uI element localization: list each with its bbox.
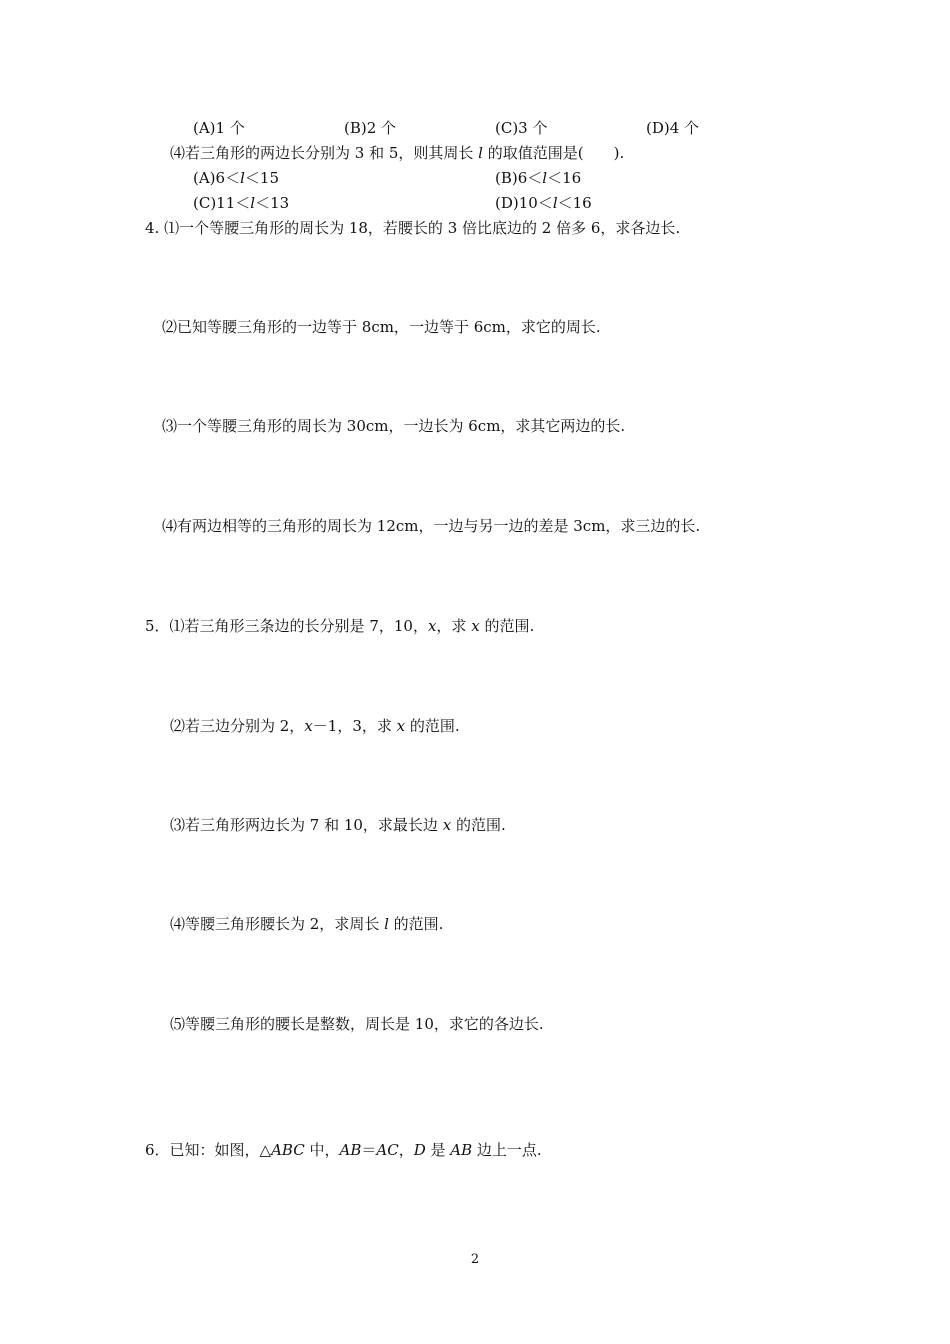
question-text: ，求 xyxy=(436,617,472,635)
question-text: ， xyxy=(398,1141,414,1159)
q5-sub3 xyxy=(170,815,506,835)
q3-sub4-option-b xyxy=(495,168,581,188)
q5-sub4 xyxy=(170,914,443,934)
question-text: 的范围. xyxy=(479,617,535,635)
math-term: AB xyxy=(339,1141,362,1159)
question-text: 的范围. xyxy=(451,816,506,834)
math-term: ABC xyxy=(271,1141,305,1159)
q3-sub4-stem xyxy=(170,143,624,163)
page-number: 2 xyxy=(470,1252,480,1267)
question-text: 是 xyxy=(425,1141,451,1159)
variable: x xyxy=(396,717,406,735)
stem-text: 的取值范围是( ). xyxy=(482,144,625,162)
variable: l xyxy=(240,169,245,187)
q3-option-c: (C)3 个 xyxy=(495,119,548,137)
option-text: (B)6＜ xyxy=(495,169,543,187)
variable: x xyxy=(427,617,437,635)
question-text: 的范围. xyxy=(405,717,460,735)
question-text: ⑵若三边分别为 2， xyxy=(170,717,305,735)
math-term: D xyxy=(413,1141,426,1159)
q3-option-d: (D)4 个 xyxy=(646,119,700,137)
option-text: ＜16 xyxy=(557,194,592,212)
q3-sub4-option-a xyxy=(193,168,279,188)
option-text: ＜13 xyxy=(255,194,290,212)
variable: l xyxy=(384,915,389,933)
q4-sub3: ⑶一个等腰三角形的周长为 30cm，一边长为 6cm，求其它两边的长. xyxy=(162,417,626,435)
variable: l xyxy=(552,194,558,212)
question-text: ＝ xyxy=(361,1141,377,1159)
question-text: ⑶若三角形两边长为 7 和 10，求最长边 xyxy=(170,816,443,834)
q4-sub2: ⑵已知等腰三角形的一边等于 8cm，一边等于 6cm，求它的周长. xyxy=(162,318,601,336)
option-text: ＜15 xyxy=(244,169,279,187)
question-text: 的范围. xyxy=(388,915,444,933)
option-text: (C)11＜ xyxy=(193,194,251,212)
q6-stem xyxy=(145,1140,542,1160)
question-text: 边上一点. xyxy=(472,1141,542,1159)
q5-sub1 xyxy=(145,616,534,636)
question-text: 5．⑴若三角形三条边的长分别是 7，10， xyxy=(145,617,428,635)
option-text: (A)6＜ xyxy=(193,169,241,187)
q5-sub2 xyxy=(170,716,460,736)
q4-sub1: 4. ⑴一个等腰三角形的周长为 18，若腰长的 3 倍比底边的 2 倍多 6，求各边长. xyxy=(145,219,681,237)
q4-sub4: ⑷有两边相等的三角形的周长为 12cm，一边与另一边的差是 3cm，求三边的长. xyxy=(162,517,701,535)
question-text: －1，3，求 xyxy=(312,717,397,735)
variable: x xyxy=(471,617,480,635)
question-text: ⑷等腰三角形腰长为 2，求周长 xyxy=(170,915,385,933)
q3-option-b: (B)2 个 xyxy=(344,119,397,137)
variable: x xyxy=(304,717,313,735)
q3-sub4-option-d xyxy=(495,193,592,213)
question-text: 6．已知：如图，△ xyxy=(145,1141,272,1159)
math-term: AC xyxy=(376,1141,399,1159)
q3-sub4-option-c xyxy=(193,193,289,213)
stem-text: ⑷若三角形的两边长分别为 3 和 5，则其周长 xyxy=(170,144,479,162)
option-text: (D)10＜ xyxy=(495,194,553,212)
q5-sub5: ⑸等腰三角形的腰长是整数，周长是 10，求它的各边长. xyxy=(170,1015,544,1033)
variable: l xyxy=(542,169,548,187)
option-text: ＜16 xyxy=(547,169,582,187)
question-text: 中， xyxy=(304,1141,340,1159)
variable: l xyxy=(478,144,483,162)
variable: l xyxy=(250,194,256,212)
variable: x xyxy=(442,816,452,834)
math-term: AB xyxy=(450,1141,473,1159)
q3-option-a: (A)1 个 xyxy=(193,119,245,137)
